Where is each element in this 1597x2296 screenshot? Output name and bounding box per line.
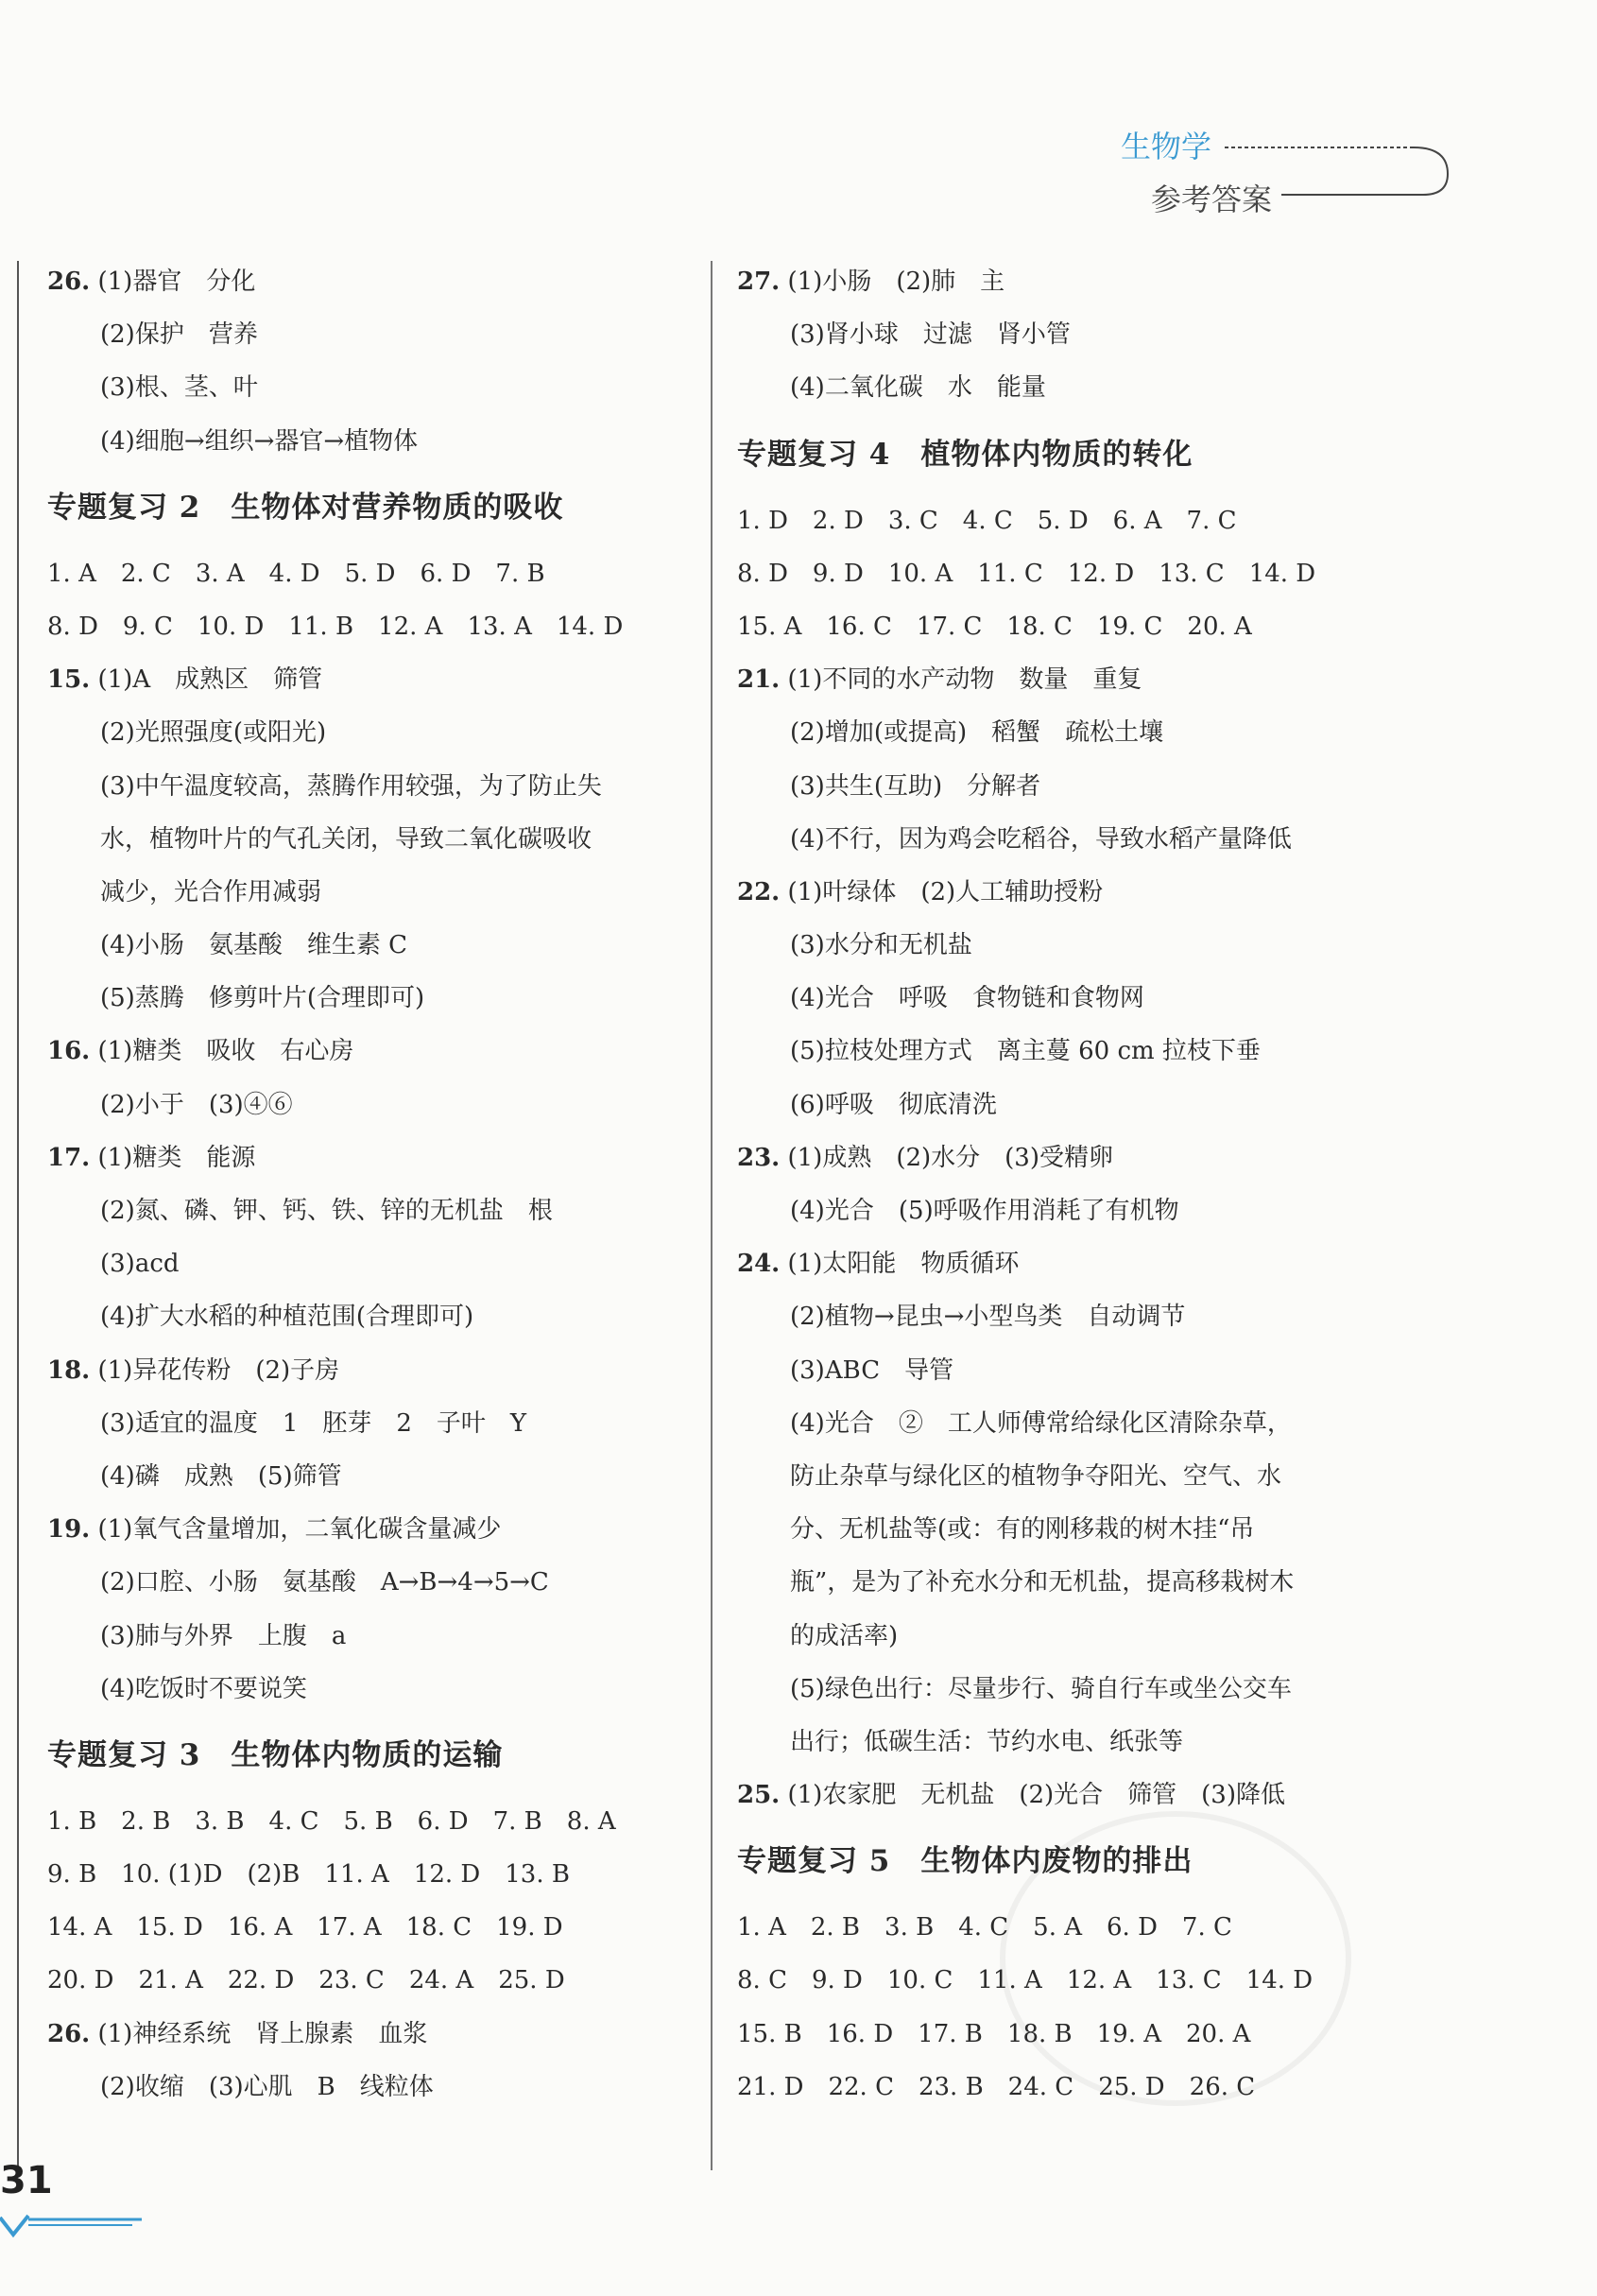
column-divider (711, 261, 713, 2170)
question-number: 16. (47, 1037, 91, 1066)
choice-answers-row: 21. D 22. C 23. B 24. C 25. D 26. C (737, 2072, 1256, 2101)
question-number: 17. (47, 1143, 91, 1172)
answer-item (47, 2008, 680, 2061)
answer-subline: (4)磷 成熟 (5)筛管 (100, 1461, 342, 1491)
choice-answers-row: 8. D 9. C 10. D 11. B 12. A 13. A 14. D (47, 612, 624, 641)
answer-subline: (4)光合 (5)呼吸作用消耗了有机物 (790, 1197, 1179, 1225)
footer-decoration (0, 2212, 151, 2240)
answer-text: (1)器官 分化 (97, 268, 256, 296)
choice-answers-row: 14. A 15. D 16. A 17. A 18. C 19. D (47, 1913, 563, 1942)
left-column (47, 255, 680, 2114)
answer-subline: (4)细胞→组织→器官→植物体 (100, 426, 419, 456)
question-number: 23. (737, 1143, 781, 1172)
answer-subline: (4)吃饭时不要说笑 (100, 1674, 307, 1703)
answer-item (47, 1131, 680, 1184)
answer-subline: (2)收缩 (3)心肌 B 线粒体 (100, 2072, 434, 2101)
question-number: 15. (47, 665, 91, 695)
answer-subline: 出行；低碳生活：节约水电、纸张等 (790, 1727, 1184, 1756)
answer-subline: (5)拉枝处理方式 离主蔓 60 cm 拉枝下垂 (790, 1037, 1261, 1066)
answer-subline: (4)二氧化碳 水 能量 (790, 373, 1046, 403)
answer-subline: (2)增加(或提高) 稻蟹 疏松土壤 (790, 718, 1164, 748)
choice-answers-row: 8. C 9. D 10. C 11. A 12. A 13. C 14. D (737, 1966, 1314, 1995)
answer-item (47, 1503, 680, 1556)
answer-item (47, 1025, 680, 1078)
answer-subline: 的成活率) (790, 1621, 899, 1650)
answer-subline: (2)光照强度(或阳光) (100, 718, 327, 748)
choice-answers-row: 15. A 16. C 17. C 18. C 19. C 20. A (737, 612, 1252, 641)
answer-subline: (5)蒸腾 修剪叶片(合理即可) (100, 984, 425, 1013)
choice-answers-row: 1. D 2. D 3. C 4. C 5. D 6. A 7. C (737, 506, 1237, 535)
choice-answers-row: 1. A 2. B 3. B 4. C 5. A 6. D 7. C (737, 1913, 1232, 1942)
answer-item (47, 653, 680, 706)
choice-answers-row: 1. B 2. B 3. B 4. C 5. B 6. D 7. B 8. A (47, 1806, 616, 1836)
answer-subline: 水，植物叶片的气孔关闭，导致二氧化碳吸收 (100, 824, 592, 854)
answer-text: (1)A 成熟区 筛管 (97, 665, 323, 695)
choice-answers-row: 9. B 10. (1)D (2)B 11. A 12. D 13. B (47, 1860, 570, 1890)
answer-subline: (2)保护 营养 (100, 320, 258, 350)
answer-subline: 防止杂草与绿化区的植物争夺阳光、空气、水 (790, 1461, 1282, 1491)
section-heading: 专题复习 4 植物体内物质的转化 (737, 437, 1193, 472)
answer-text: (1)糖类 能源 (97, 1143, 256, 1172)
answer-subline: 瓶”，是为了补充水分和无机盐，提高移栽树木 (790, 1568, 1295, 1597)
answer-subline: (2)氮、磷、钾、钙、铁、锌的无机盐 根 (100, 1197, 553, 1225)
answer-subline: (2)小于 (3)④⑥ (100, 1090, 293, 1119)
answer-subline: 减少，光合作用减弱 (100, 877, 322, 906)
answer-text: (1)小肠 (2)肺 主 (787, 268, 1005, 296)
question-number: 19. (47, 1515, 91, 1545)
answer-subline: (4)不行，因为鸡会吃稻谷，导致水稻产量降低 (790, 824, 1292, 854)
section-heading: 专题复习 5 生物体内废物的排出 (737, 1844, 1193, 1879)
question-number: 27. (737, 268, 781, 296)
answer-item (47, 1344, 680, 1397)
answer-subline: (2)植物→昆虫→小型鸟类 自动调节 (790, 1303, 1186, 1332)
answer-text: (1)糖类 吸收 右心房 (97, 1037, 354, 1066)
answer-subline: (3)肺与外界 上腹 a (100, 1621, 347, 1650)
answer-text: (1)太阳能 物质循环 (787, 1250, 1020, 1279)
answer-text: (1)氧气含量增加，二氧化碳含量减少 (97, 1515, 502, 1545)
answer-text: (1)不同的水产动物 数量 重复 (787, 665, 1142, 695)
header-subject: 生物学 (1121, 129, 1212, 164)
answer-subline: 分、无机盐等(或：有的刚移栽的树木挂“吊 (790, 1515, 1255, 1545)
answer-text: (1)成熟 (2)水分 (3)受精卵 (787, 1143, 1113, 1172)
choice-answers-row: 15. B 16. D 17. B 18. B 19. A 20. A (737, 2019, 1251, 2048)
question-number: 26. (47, 2019, 91, 2048)
answer-item (737, 653, 1380, 706)
header-subtitle: 参考答案 (1151, 181, 1273, 217)
answer-subline: (4)光合 呼吸 食物链和食物网 (790, 984, 1144, 1013)
question-number: 25. (737, 1781, 781, 1810)
answer-item (737, 1237, 1380, 1290)
answer-text: (1)农家肥 无机盐 (2)光合 筛管 (3)降低 (787, 1781, 1285, 1810)
left-margin-rule (17, 261, 19, 2170)
section-heading: 专题复习 3 生物体内物质的运输 (47, 1737, 504, 1772)
question-number: 24. (737, 1250, 781, 1279)
answer-subline: (3)中午温度较高，蒸腾作用较强，为了防止失 (100, 771, 602, 801)
answer-item (737, 1131, 1380, 1184)
answer-subline: (6)呼吸 彻底清洗 (790, 1090, 997, 1119)
answer-subline: (3)根、茎、叶 (100, 373, 258, 403)
answer-subline: (4)扩大水稻的种植范围(合理即可) (100, 1303, 474, 1332)
answer-subline: (3)共生(互助) 分解者 (790, 771, 1041, 801)
page-number: 31 (0, 2159, 53, 2202)
answer-item (47, 255, 680, 308)
answer-subline: (4)光合 ② 工人师傅常给绿化区清除杂草， (790, 1408, 1292, 1438)
answer-text: (1)异花传粉 (2)子房 (97, 1355, 340, 1385)
answer-item (737, 866, 1380, 919)
answer-item (737, 255, 1380, 308)
question-number: 18. (47, 1355, 91, 1385)
answer-subline: (3)acd (100, 1250, 180, 1279)
choice-answers-row: 8. D 9. D 10. A 11. C 12. D 13. C 14. D (737, 559, 1316, 588)
choice-answers-row: 1. A 2. C 3. A 4. D 5. D 6. D 7. B (47, 559, 545, 588)
answer-subline: (3)ABC 导管 (790, 1355, 954, 1385)
answer-subline: (3)肾小球 过滤 肾小管 (790, 320, 1071, 350)
answer-subline: (3)适宜的温度 1 胚芽 2 子叶 Y (100, 1408, 527, 1438)
question-number: 22. (737, 877, 781, 906)
answer-subline: (5)绿色出行：尽量步行、骑自行车或坐公交车 (790, 1674, 1292, 1703)
answer-subline: (4)小肠 氨基酸 维生素 C (100, 931, 407, 960)
section-heading: 专题复习 2 生物体对营养物质的吸收 (47, 490, 564, 525)
answer-subline: (3)水分和无机盐 (790, 931, 972, 960)
question-number: 26. (47, 268, 91, 296)
right-column (737, 255, 1380, 2114)
answer-item (737, 1769, 1380, 1821)
answer-subline: (2)口腔、小肠 氨基酸 A→B→4→5→C (100, 1568, 549, 1597)
answer-text: (1)神经系统 肾上腺素 血浆 (97, 2019, 428, 2048)
question-number: 21. (737, 665, 781, 695)
answer-text: (1)叶绿体 (2)人工辅助授粉 (787, 877, 1104, 906)
choice-answers-row: 20. D 21. A 22. D 23. C 24. A 25. D (47, 1966, 565, 1995)
